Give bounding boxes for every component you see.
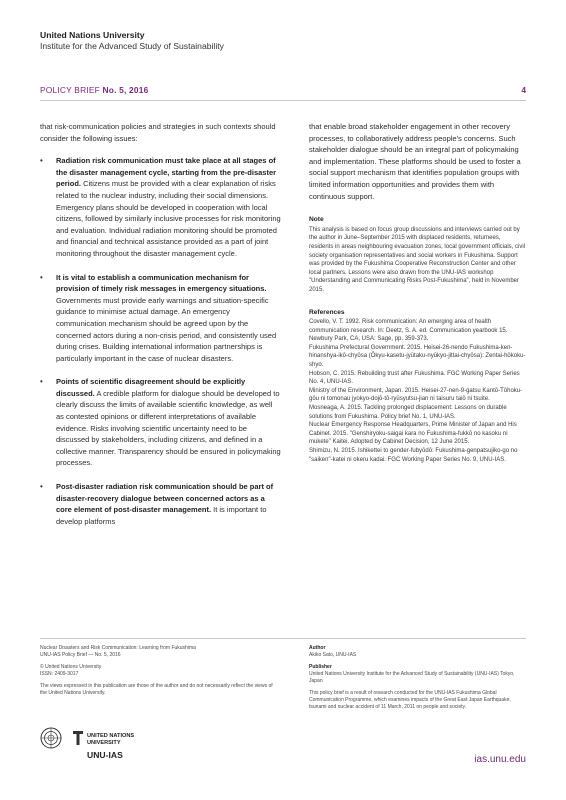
org-name: United Nations University [40, 30, 145, 40]
reference-item: Shimizu, N. 2015. Ishikettei to gender-fubyōdō: Fukushima-genpatsujiko-go no "saiken"-katei ni okeru kadai. FGC Working Paper Series No. 9, UNU-IAS. [309, 448, 518, 463]
footer-copyright [40, 664, 280, 678]
footer-series-line: UNU-IAS Policy Brief — No. 5, 2016 [40, 652, 121, 658]
bullet-icon: • [40, 156, 43, 166]
left-column [40, 121, 282, 539]
author-heading: Author [309, 645, 326, 651]
publisher-heading: Publisher [309, 664, 332, 670]
references-heading: References [309, 308, 345, 316]
issue-text: Governments must provide early warnings and situation-specific guidance to minimise actual damage. An emergency communication mechanism should be agreed upon by the concerned actors during a non-crisis period, and consistently used during crises. Building international information partnerships is particularly important in the case of nuclear disasters. [56, 295, 277, 363]
note-text: This analysis is based on focus group discussions and interviews carried out by the author in June–September 2015 with displaced residents, returnees, residents in areas neighbouring evacuation zones, local government officials, civil society organisation representatives and social workers in Fukushima. Support was provided by the Fukushima Cooperative Reconstruction Center and other local partners. Lessons were also drawn from the UNU-IAS workshop "Understanding and Communicating Risks Post-Fukushima", held in November 2015. [309, 226, 526, 293]
right-column [309, 121, 526, 464]
footer-divider [40, 638, 526, 639]
publisher-text: United Nations University Institute for the Advanced Study of Sustainability (UNU-IAS) Tokyo, Japan [309, 671, 515, 684]
logo-short: UNU-IAS [87, 750, 123, 760]
bullet-icon: • [40, 272, 43, 282]
unu-logo [40, 727, 170, 771]
references-list [309, 318, 526, 464]
logo-line-1: UNITED NATIONS [87, 733, 135, 739]
un-emblem-icon [40, 727, 62, 749]
issue-item [40, 272, 282, 365]
logo-line-2: UNIVERSITY [87, 740, 121, 746]
issue-heading: Post-disaster radiation risk communication should be part of disaster-recovery dialogue between concerned actors as a core element of post-disaster management. [56, 482, 274, 515]
issue-item [40, 155, 282, 259]
website-link[interactable]: ias.unu.edu [474, 754, 526, 765]
copyright-text: © United Nations University [40, 664, 102, 670]
issues-list [40, 155, 282, 527]
brief-label-text: POLICY BRIEF [40, 85, 100, 95]
reference-item: Ministry of the Environment, Japan. 2015. Heisei-27-nen-9-gatsu Kantō-Tōhoku-gōu ni tomonau jyokyo-dojō-tō-ryūsyutsu-jian ni taisuru taiō ni tsuite. [309, 387, 523, 403]
reference-item: Covello, V. T. 1992. Risk communication: An emerging area of health communication research. In: Deetz, S. A. ed. Communication yearbook 15. Newbury Park, CA, USA: Sage, pp. 359-373. [309, 319, 508, 343]
reference-item: Hobson, C. 2015. Rebuilding trust after Fukushima. FGC Working Paper Series No. 4, UNU-IAS. [309, 370, 520, 386]
reference-item: Fukushima Prefectural Government. 2015. Heisei-26-nendo Fukushima-ken-hinanshya-ikō-chyōsa (Ōkyu-kasetu-jyūtaku-nyūkyo-jittai-chyōsa): Zentai-hōkoku-shyo. [309, 344, 526, 369]
intro-text: that risk-communication policies and strategies in such contexts should consider the following issues: [40, 122, 276, 143]
issue-text: A credible platform for dialogue should be developed to clearly discuss the limits of available scientific knowledge, as well as contested opinions or different interpretations of available evidence. Risks involving scientific uncertainty need to be discussed by stakeholders, including citizens, and defined in a collective manner. Transparency should be ensured in policymaking processes. [56, 388, 281, 468]
issue-item [40, 376, 282, 469]
brief-label [40, 85, 148, 95]
policy-brief-bar [40, 84, 526, 101]
issue-text: It is important to develop platforms [56, 505, 267, 526]
footer-right [309, 645, 529, 716]
footer-title [40, 645, 280, 659]
bullet-icon: • [40, 377, 43, 387]
author-name: Akiko Sato, UNU-IAS [309, 652, 357, 658]
note-heading: Note [309, 216, 324, 224]
institute-name: Institute for the Advanced Study of Sustainability [40, 41, 224, 51]
reference-item: Nuclear Emergency Response Headquarters, Prime Minister of Japan and His Cabinet. 2015. "Genshiryoku-saigai kara no Fukushima-fukkō no kasoku ni mukete" Kaitei. Adopted by Cabinet Decision, 12 June 2015. [309, 422, 517, 446]
footer-disclaimer: The views expressed in this publication are those of the author and do not necessarily reflect the views of the United Nations University. [40, 683, 273, 696]
bullet-icon: • [40, 482, 43, 492]
issue-item [40, 481, 282, 527]
footer-title-line: Nuclear Disasters and Risk Communication: Learning from Fukushima [40, 645, 196, 651]
issn-text: ISSN: 2409-3017 [40, 671, 79, 677]
issue-heading: Points of scientific disagreement should be explicitly discussed. [56, 377, 246, 398]
logo-text [87, 733, 134, 747]
continuation-text: that enable broad stakeholder engagement in other recovery processes, to collaboratively address people's concerns. Such stakeholder dialogue should be an integral part of policymaking and implementation. These platforms should be used to foster a social support mechanism that identifies population groups with limited information opportunities and provides them with continuous support. [309, 122, 521, 201]
footer-left [40, 645, 280, 702]
page-number: 4 [521, 85, 526, 95]
issue-heading: Radiation risk communication must take place at all stages of the disaster management cycle, starting from the pre-disaster period. [56, 156, 277, 189]
issue-heading: It is vital to establish a communication mechanism for provision of timely risk messages in emergency situations. [56, 272, 267, 294]
reference-item: Mosneaga, A. 2015. Tackling prolonged displacement: Lessons on durable solutions from Fukushima. Policy brief No. 1, UNU-IAS. [309, 405, 507, 420]
about-text: This policy brief is a result of research conducted for the UNU-IAS Fukushima Global Communication Programme, which examines impacts of the Great East Japan Earthquake, tsunami and nuclear accident of 11 March, 2011 on people and society. [309, 690, 511, 710]
org-header [40, 30, 224, 52]
brief-number: No. 5, 2016 [102, 85, 149, 95]
university-mark-icon [73, 731, 83, 745]
issue-text: Citizens must be provided with a clear explanation of risks related to the nuclear industry, including their social dimensions. Emergency plans should be developed in cooperation with local citizens, followed by similarly inclusive processes for risk monitoring and evaluation. Individual radiation monitoring should be promoted and financial and technical assistance provided as a part of joint monitoring throughout the disaster management cycle. [56, 179, 281, 258]
